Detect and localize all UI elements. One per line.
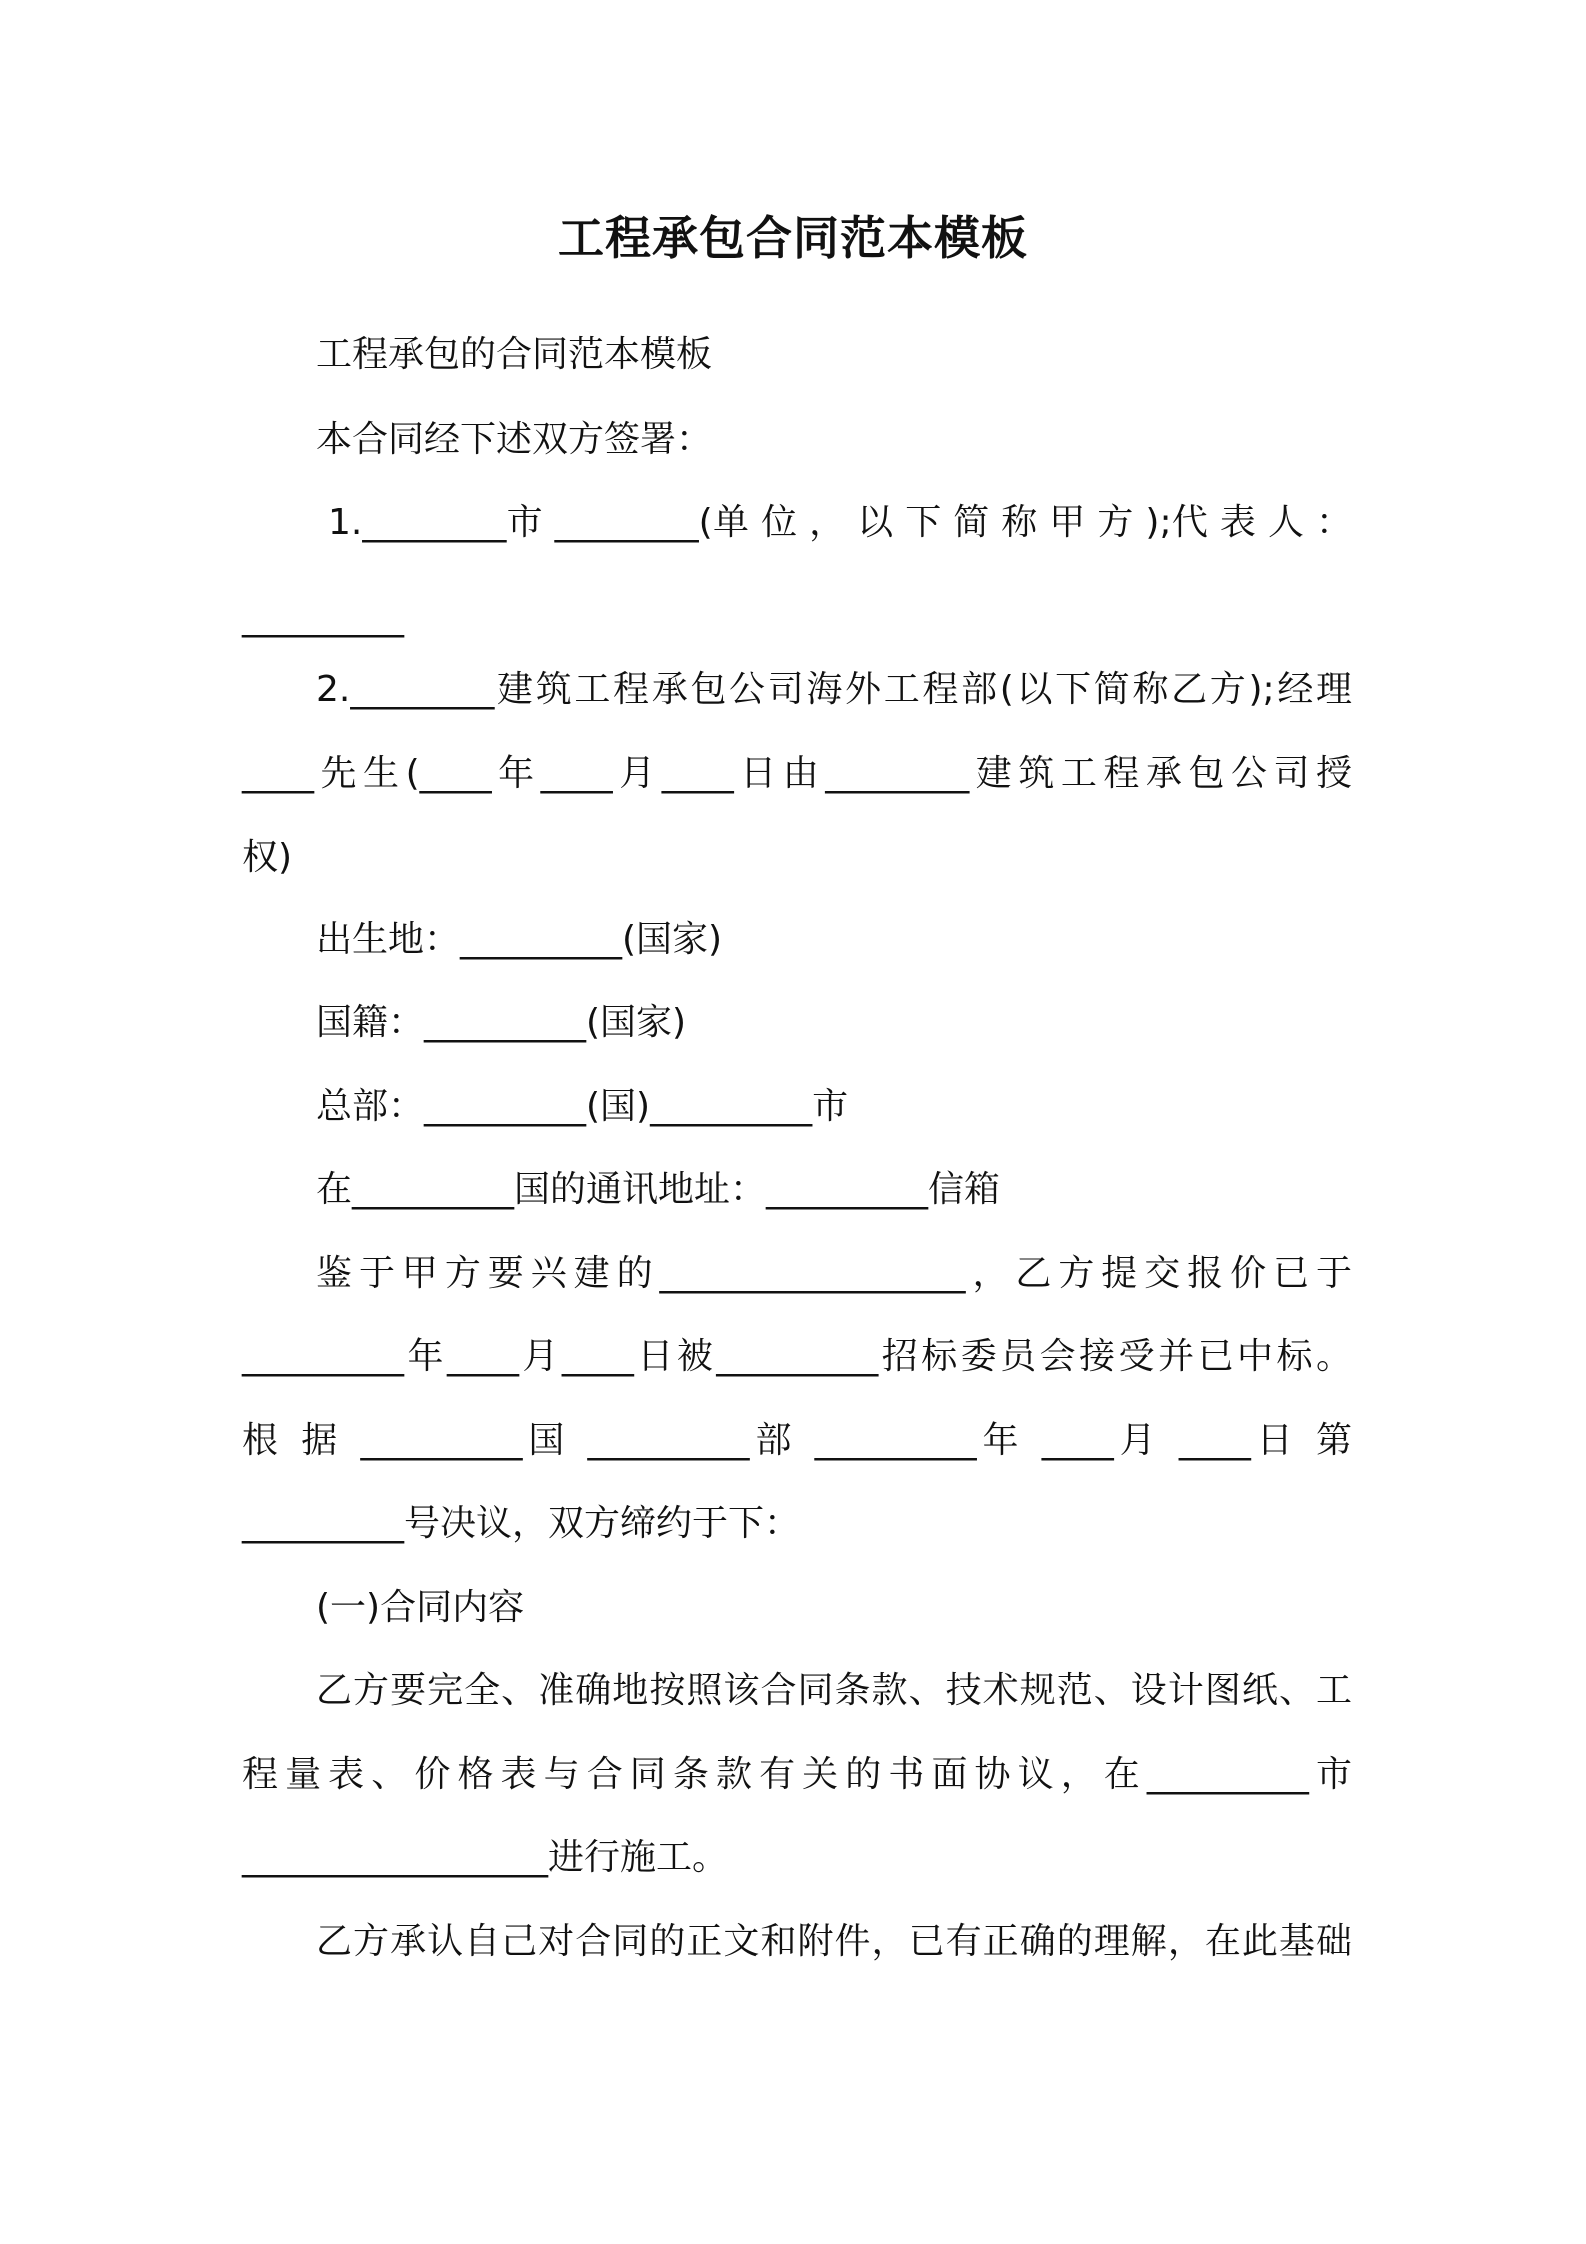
nationality-line: 国籍：_________(国家)	[316, 1002, 687, 1043]
intro-line: 本合同经下述双方签署：	[316, 419, 713, 460]
party-b-line: 2.________建筑工程承包公司海外工程部(以下简称乙方);经理	[316, 669, 1352, 710]
contract-content-line-2: 程量表、价格表与合同条款有关的书面协议，在_________市	[242, 1754, 1352, 1795]
resolution-line: 根 据 _________国 _________部 _________年 ____月 ____日 第	[242, 1420, 1352, 1461]
document-title: 工程承包合同范本模板	[558, 211, 1028, 265]
party-a-representative-blank: _________	[242, 597, 404, 638]
party-a-line: 1.________市 ________(单 位 ， 以 下 简 称 甲 方 );代 表 人 ：	[328, 502, 1352, 543]
section-heading-contract-content: (一)合同内容	[316, 1587, 525, 1628]
party-b-authorization-end: 权)	[242, 837, 293, 878]
headquarters-line: 总部：_________(国)_________市	[316, 1086, 849, 1127]
agreement-line: _________号决议，双方缔约于下：	[242, 1503, 801, 1544]
subtitle-line: 工程承包的合同范本模板	[316, 334, 713, 375]
contract-content-line-1: 乙方要完全、准确地按照该合同条款、技术规范、设计图纸、工	[316, 1670, 1352, 1711]
address-line: 在_________国的通讯地址：_________信箱	[316, 1169, 1001, 1210]
party-b-manager-line: ____先生(____年____月____日由________建筑工程承包公司授	[242, 753, 1352, 794]
acknowledgement-line: 乙方承认自己对合同的正文和附件，已有正确的理解，在此基础	[316, 1921, 1352, 1962]
birthplace-line: 出生地：_________(国家)	[316, 919, 723, 960]
bid-accepted-line: _________年____月____日被_________招标委员会接受并已中标。	[242, 1336, 1352, 1377]
contract-content-line-3: _________________进行施工。	[242, 1837, 729, 1878]
whereas-line: 鉴于甲方要兴建的_________________，乙方提交报价已于	[316, 1253, 1352, 1294]
